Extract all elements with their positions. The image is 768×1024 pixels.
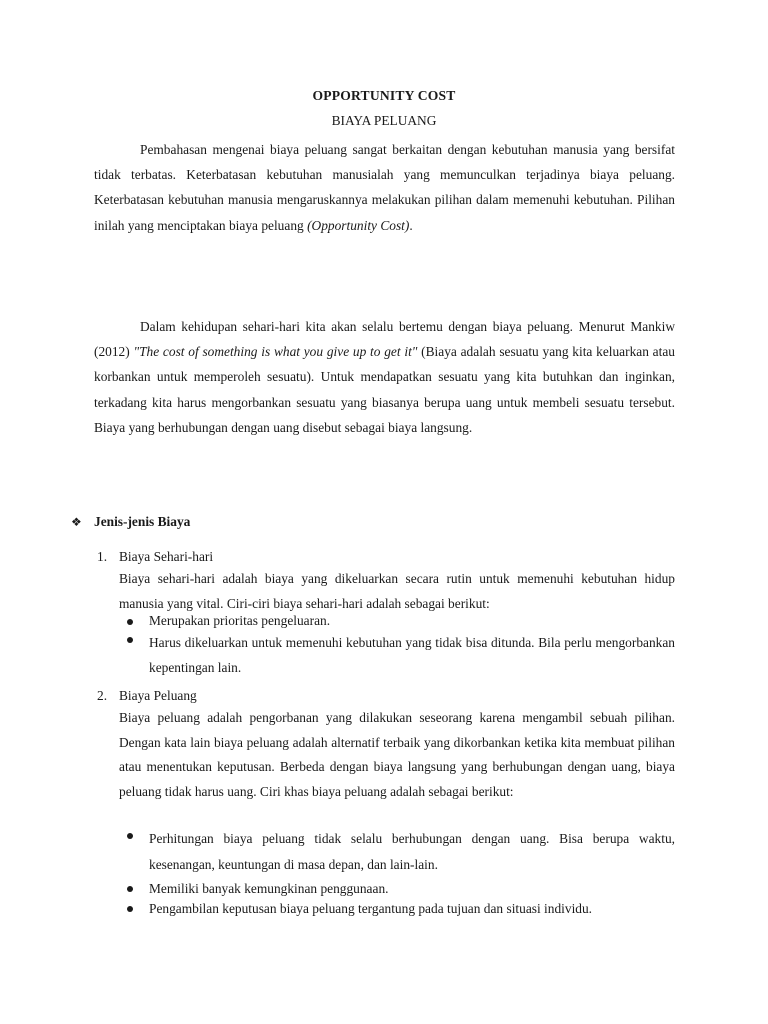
item-number: 2. xyxy=(97,688,108,703)
mankiw-quote: "The cost of something is what you give up to get it" xyxy=(133,344,418,360)
item-description: Biaya sehari-hari adalah biaya yang dikeluarkan secara rutin untuk memenuhi kebutuhan hidup manusia yang vital. Ciri-ciri biaya sehari-hari adalah sebagai berikut: xyxy=(119,571,675,611)
paragraph-mankiw-after: (Biaya adalah sesuatu yang kita keluarkan atau korbankan untuk memperoleh sesuatu). Untuk mendapatkan sesuatu yang kita butuhkan dan inginkan, terkadang kita harus mengorbankan sesuatu yang biasanya berupa uang untuk membeli sesuatu tersebut. Biaya yang berhubungan dengan uang disebut sebagai biaya langsung. xyxy=(94,344,675,435)
bullet-item: Pengambilan keputusan biaya peluang tergantung pada tujuan dan situasi individu. xyxy=(125,900,675,918)
section-heading xyxy=(71,514,190,530)
item-name: Biaya Sehari-hari xyxy=(119,549,214,564)
paragraph-intro-italic: (Opportunity Cost) xyxy=(307,217,410,233)
paragraph-intro-text: Pembahasan mengenai biaya peluang sangat berkaitan dengan kebutuhan manusia yang bersifat tidak terbatas. Keterbatasan kebutuhan manusialah yang memunculkan terjadinya biaya peluang. Keterbatasan kebutuhan manusia mengaruskannya melakukan pilihan dalam memenuhi kebutuhan. Pilihan inilah yang menciptakan biaya peluang xyxy=(94,142,675,233)
paragraph-mankiw xyxy=(94,314,675,440)
bullet-item: Memiliki banyak kemungkinan penggunaan. xyxy=(125,880,675,898)
document-subtitle: BIAYA PELUANG xyxy=(331,113,437,128)
item-description: Biaya peluang adalah pengorbanan yang dilakukan seseorang karena mengambil sebuah pilihan. Dengan kata lain biaya peluang adalah alternatif terbaik yang dikorbankan ketika kita membuat pilihan atau menentukan keputusan. Berbeda dengan biaya langsung yang berhubungan dengan uang, biaya peluang tidak harus uang. Ciri khas biaya peluang adalah sebagai berikut: xyxy=(119,710,675,799)
item-name: Biaya Peluang xyxy=(119,688,197,703)
document-title: OPPORTUNITY COST xyxy=(312,88,456,103)
paragraph-intro-end: . xyxy=(409,217,413,233)
paragraph-intro xyxy=(94,137,675,238)
bullet-list-sehari-hari xyxy=(125,612,675,680)
bullet-item: Harus dikeluarkan untuk memenuhi kebutuhan yang tidak bisa ditunda. Bila perlu mengorbankan kepentingan lain. xyxy=(125,630,675,680)
diamond-bullet-icon: ❖ xyxy=(71,515,82,529)
bullet-list-peluang xyxy=(125,826,675,918)
bullet-item: Merupakan prioritas pengeluaran. xyxy=(125,612,675,630)
item-number: 1. xyxy=(97,549,108,564)
paragraph-mankiw-before: Dalam kehidupan sehari-hari kita akan selalu bertemu dengan biaya peluang. Menurut Mankiw (2012) xyxy=(94,319,675,360)
bullet-item: Perhitungan biaya peluang tidak selalu berhubungan dengan uang. Bisa berupa waktu, kesenangan, keuntungan di masa depan, dan lain-lain. xyxy=(125,826,675,878)
section-heading-text: Jenis-jenis Biaya xyxy=(94,514,191,529)
